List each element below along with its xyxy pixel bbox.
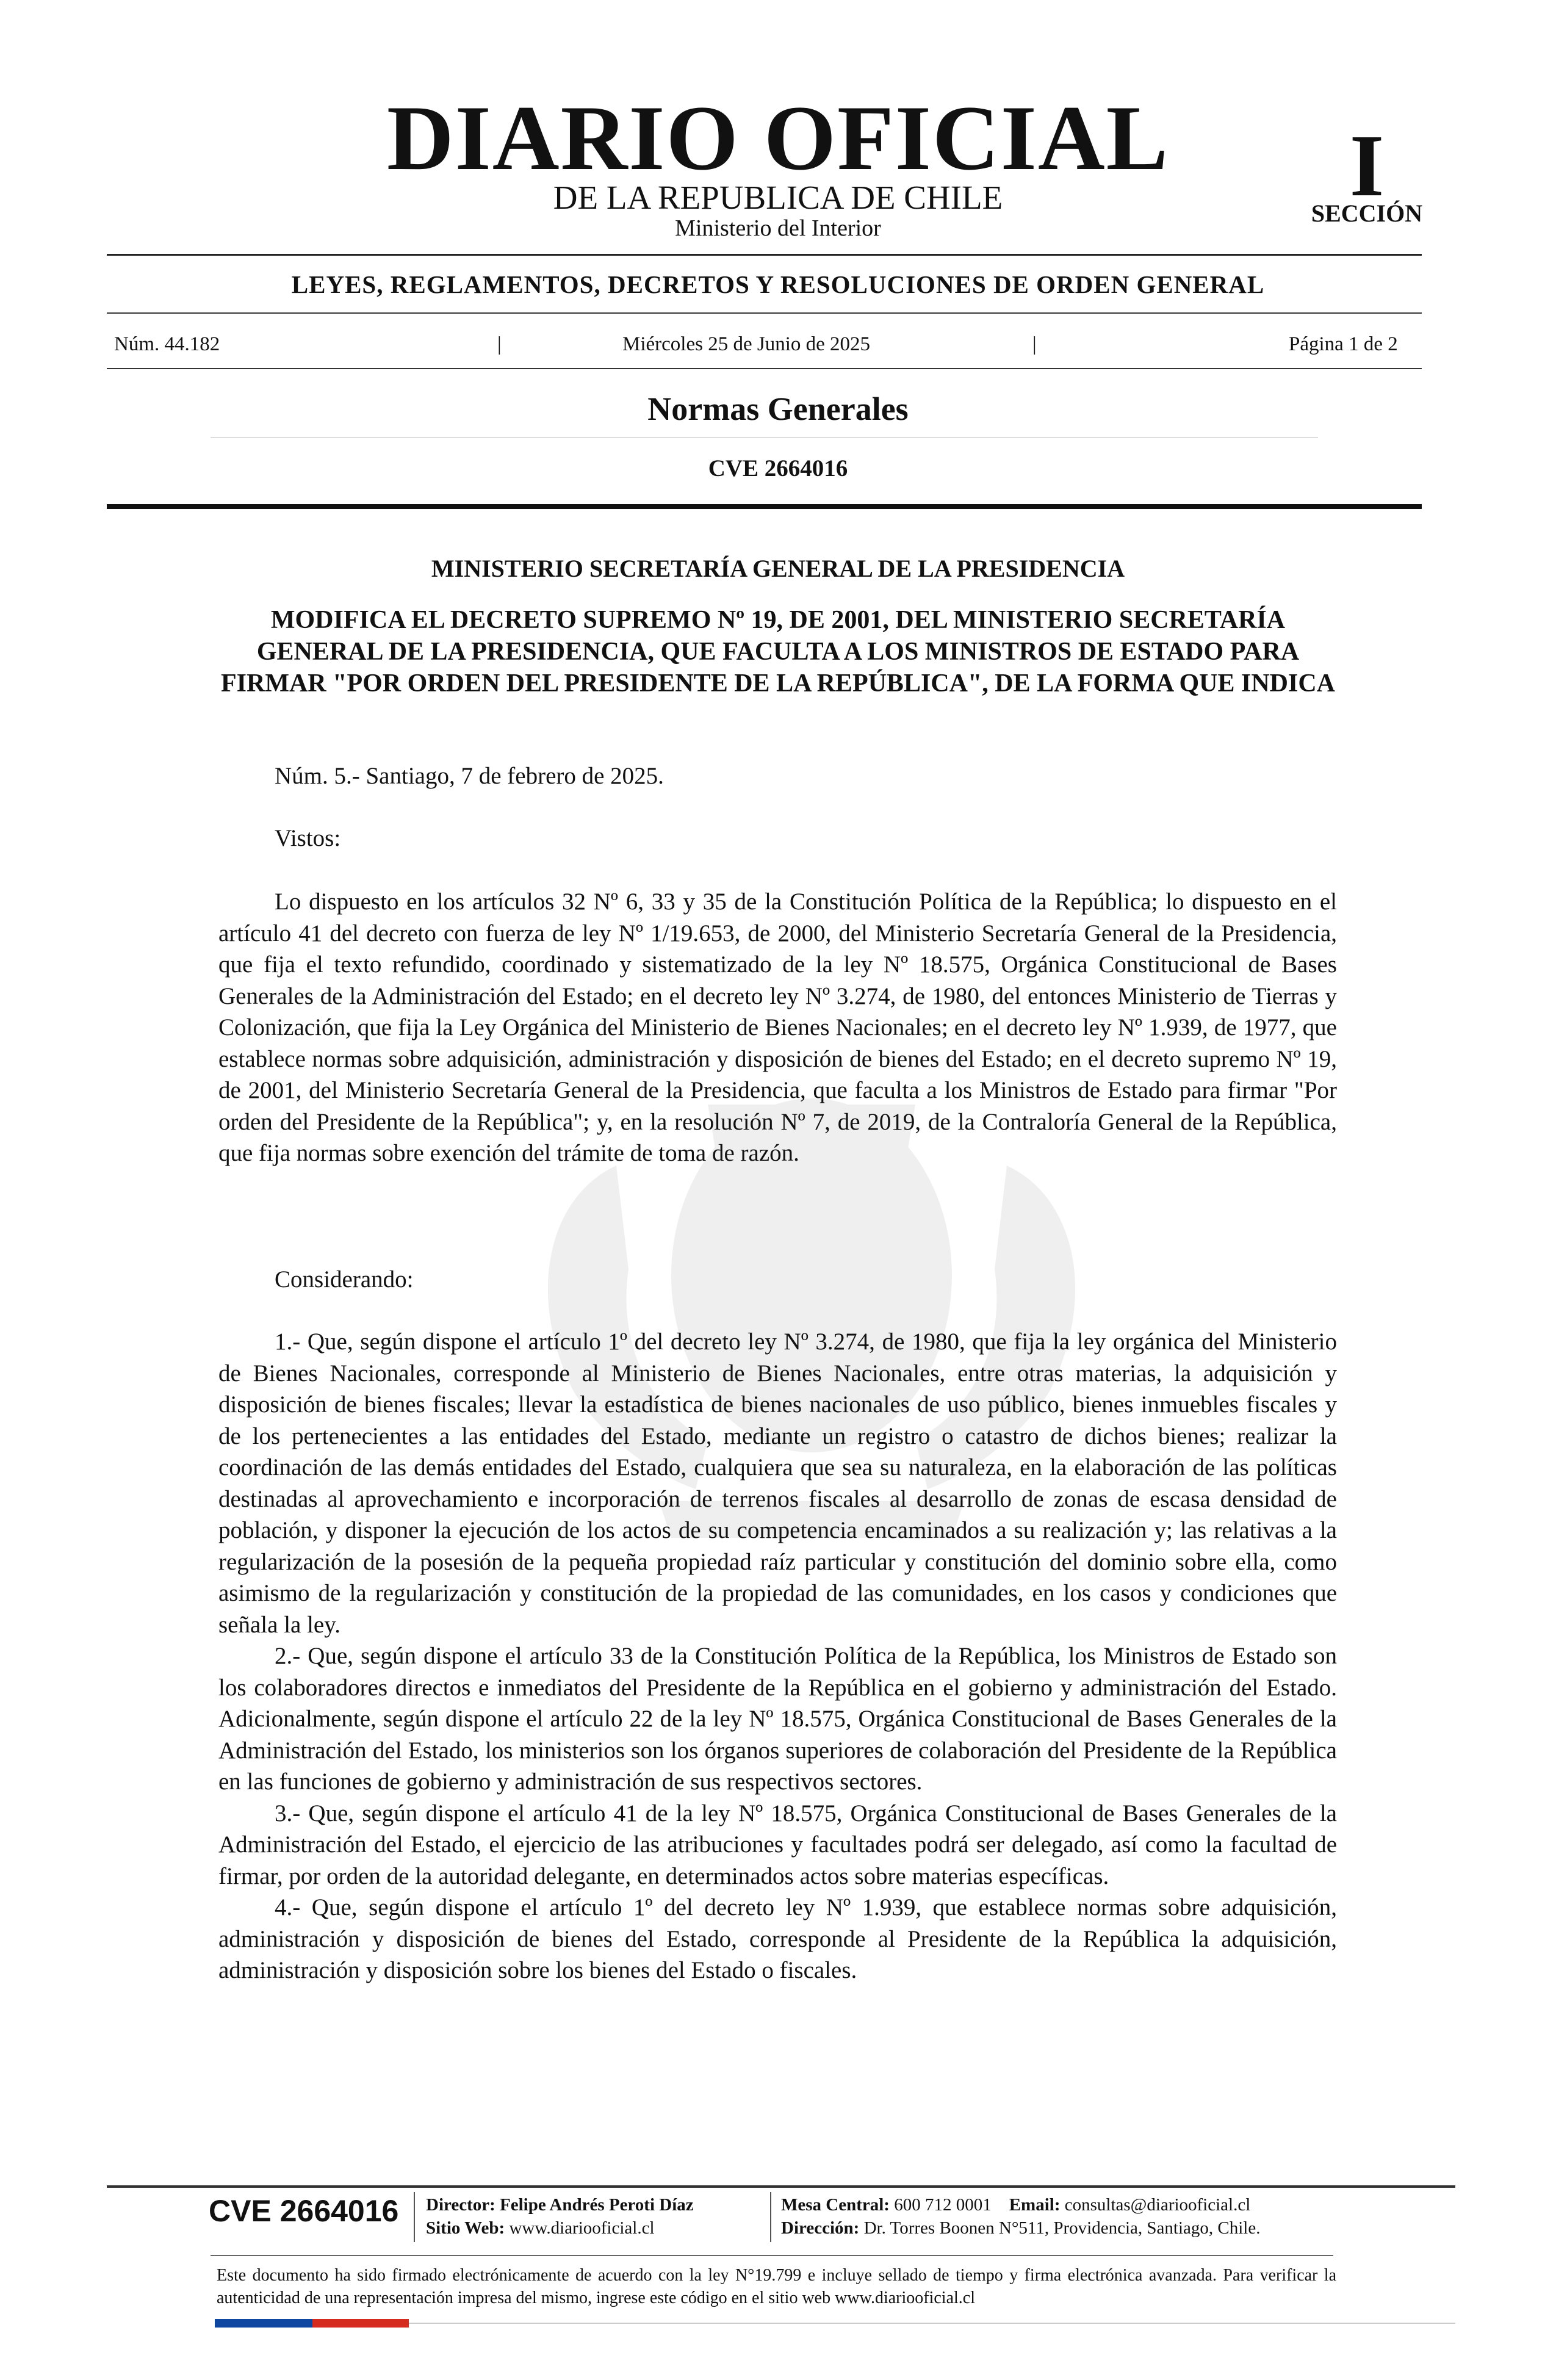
info-separator: |	[1032, 333, 1037, 355]
footer-cve-code: CVE 2664016	[209, 2194, 399, 2228]
category-divider	[107, 312, 1422, 314]
mesa-label: Mesa Central:	[781, 2195, 890, 2215]
considerando-label: Considerando:	[275, 1266, 414, 1293]
website-label: Sitio Web:	[426, 2218, 505, 2238]
considerando-paragraph: 4.- Que, según dispone el artículo 1º del decreto ley Nº 1.939, que establece normas sobre adquisición, administración y disposición de bienes del Estado, corresponde al Presidente de la República la adquisición, administración y disposición sobre los bienes del Estado o fiscales.	[218, 1894, 1337, 1983]
director-label: Director:	[426, 2195, 495, 2215]
phone-number: 600 712 0001	[894, 2195, 992, 2215]
footer-contact	[781, 2193, 1260, 2240]
cve-code: CVE 2664016	[708, 455, 848, 481]
info-separator: |	[497, 333, 502, 355]
footer-rule	[107, 2185, 1455, 2188]
considerandos-list	[218, 1326, 1337, 1986]
newspaper-title: DIARIO OFICIAL	[386, 87, 1170, 189]
vistos-label: Vistos:	[275, 825, 341, 851]
category-heading: LEYES, REGLAMENTOS, DECRETOS Y RESOLUCIONES DE ORDEN GENERAL	[291, 270, 1265, 298]
flag-stripe-line	[409, 2323, 1455, 2324]
footer-divider	[414, 2192, 415, 2242]
decree-number-date: Núm. 5.- Santiago, 7 de febrero de 2025.	[275, 763, 664, 789]
considerando-paragraph: 3.- Que, según dispone el artículo 41 de la ley Nº 18.575, Orgánica Constitucional de Bases Generales de la Administración del Estado, el ejercicio de las atribuciones y facultades podrá ser delegado, así como la facultad de firmar, por orden de la autoridad delegante, en determinados actos sobre materias específicas.	[218, 1800, 1337, 1889]
vistos-paragraph	[218, 886, 1337, 1169]
address: Dr. Torres Boonen N°511, Providencia, Santiago, Chile.	[863, 2218, 1261, 2238]
newspaper-subtitle: DE LA REPUBLICA DE CHILE	[553, 179, 1003, 216]
considerando-paragraph: 1.- Que, según dispone el artículo 1º del decreto ley Nº 3.274, de 1980, que fija la ley orgánica del Ministerio de Bienes Nacionales, corresponde al Ministerio de Bienes Nacionales, entre otras materias, la adquisición y disposición de bienes fiscales; llevar la estadística de bienes nacionales de uso público, bienes inmuebles fiscales y de los pertenecientes a las entidades del Estado, mediante un registro o catastro de dichos bienes; realizar la coordinación de las demás entidades del Estado, cualquiera que sea su naturaleza, en la elaboración de las políticas destinadas al aprovechamiento e incorporación de terrenos fiscales al desarrollo de zonas de escasa densidad de población, y disponer la ejecución de los actos de su competencia encaminados a su realización y; las relativas a la regularización de la posesión de la pequeña propiedad raíz particular y constitución del dominio sobre ella, como asimismo de la regularización y constitución de la propiedad de las comunidades, en los casos y condiciones que señala la ley.	[218, 1329, 1337, 1638]
vistos-text: Lo dispuesto en los artículos 32 Nº 6, 33 y 35 de la Constitución Política de la República; lo dispuesto en el artículo 41 del decreto con fuerza de ley Nº 1/19.653, de 2000, del Ministerio Secretaría General de la Presidencia, que fija el texto refundido, coordinado y sistematizado de la ley Nº 18.575, Orgánica Constitucional de Bases Generales de la Administración del Estado; en el decreto ley Nº 3.274, de 1980, del entonces Ministerio de Tierras y Colonización, que fija la Ley Orgánica del Ministerio de Bienes Nacionales; en el decreto ley Nº 1.939, de 1977, que establece normas sobre adquisición, administración y disposición de bienes del Estado; en el decreto supremo Nº 19, de 2001, del Ministerio Secretaría General de la Presidencia, que faculta a los Ministros de Estado para firmar "Por orden del Presidente de la República"; y, en la resolución Nº 7, de 2019, de la Contraloría General de la República, que fija normas sobre exención del trámite de toma de razón.	[218, 889, 1337, 1166]
flag-stripe-red	[312, 2319, 409, 2328]
issue-date: Miércoles 25 de Junio de 2025	[622, 333, 871, 355]
email-label: Email:	[1009, 2195, 1061, 2215]
section-label: SECCIÓN	[1311, 200, 1423, 227]
email-link[interactable]: consultas@diariooficial.cl	[1064, 2195, 1251, 2215]
issuing-ministry: MINISTERIO SECRETARÍA GENERAL DE LA PRESIDENCIA	[431, 555, 1125, 582]
director-name: Felipe Andrés Peroti Díaz	[500, 2195, 694, 2215]
footer-director	[426, 2193, 694, 2240]
page-indicator: Página 1 de 2	[1289, 333, 1398, 355]
address-label: Dirección:	[781, 2218, 860, 2238]
considerando-paragraph: 2.- Que, según dispone el artículo 33 de la Constitución Política de la República, los Ministros de Estado son los colaboradores directos e inmediatos del Presidente de la República en el gobierno y administración del Estado. Adicionalmente, según dispone el artículo 22 de la ley Nº 18.575, Orgánica Constitucional de Bases Generales de la Administración del Estado, los ministerios son los órganos superiores de colaboración del Presidente de la República en las funciones de gobierno y administración de sus respectivos sectores.	[218, 1643, 1337, 1795]
issue-number: Núm. 44.182	[114, 333, 220, 355]
masthead-divider	[107, 254, 1422, 256]
section-divider	[211, 437, 1318, 438]
flag-stripe-blue	[215, 2319, 312, 2328]
legal-notice: Este documento ha sido firmado electrónicamente de acuerdo con la ley N°19.799 e incluye sellado de tiempo y firma electrónica avanzada. Para verificar la autenticidad de una representación impresa del mismo, ingrese este código en el sitio web www.diariooficial.cl	[217, 2266, 1336, 2307]
section-number: I	[1349, 117, 1385, 215]
info-divider	[107, 368, 1422, 369]
website-link[interactable]: www.diariooficial.cl	[509, 2218, 655, 2238]
newspaper-ministry: Ministerio del Interior	[675, 215, 881, 241]
section-heading: Normas Generales	[647, 391, 909, 427]
decree-title: MODIFICA EL DECRETO SUPREMO Nº 19, DE 2001, DEL MINISTERIO SECRETARÍA GENERAL DE LA PRESIDENCIA, QUE FACULTA A LOS MINISTROS DE ESTADO PARA FIRMAR "POR ORDEN DEL PRESIDENTE DE LA REPÚBLICA", DE LA FORMA QUE INDICA	[221, 606, 1335, 698]
footer-divider	[770, 2192, 771, 2242]
footer-inner-rule	[211, 2255, 1333, 2256]
header-bottom-rule	[107, 504, 1422, 509]
